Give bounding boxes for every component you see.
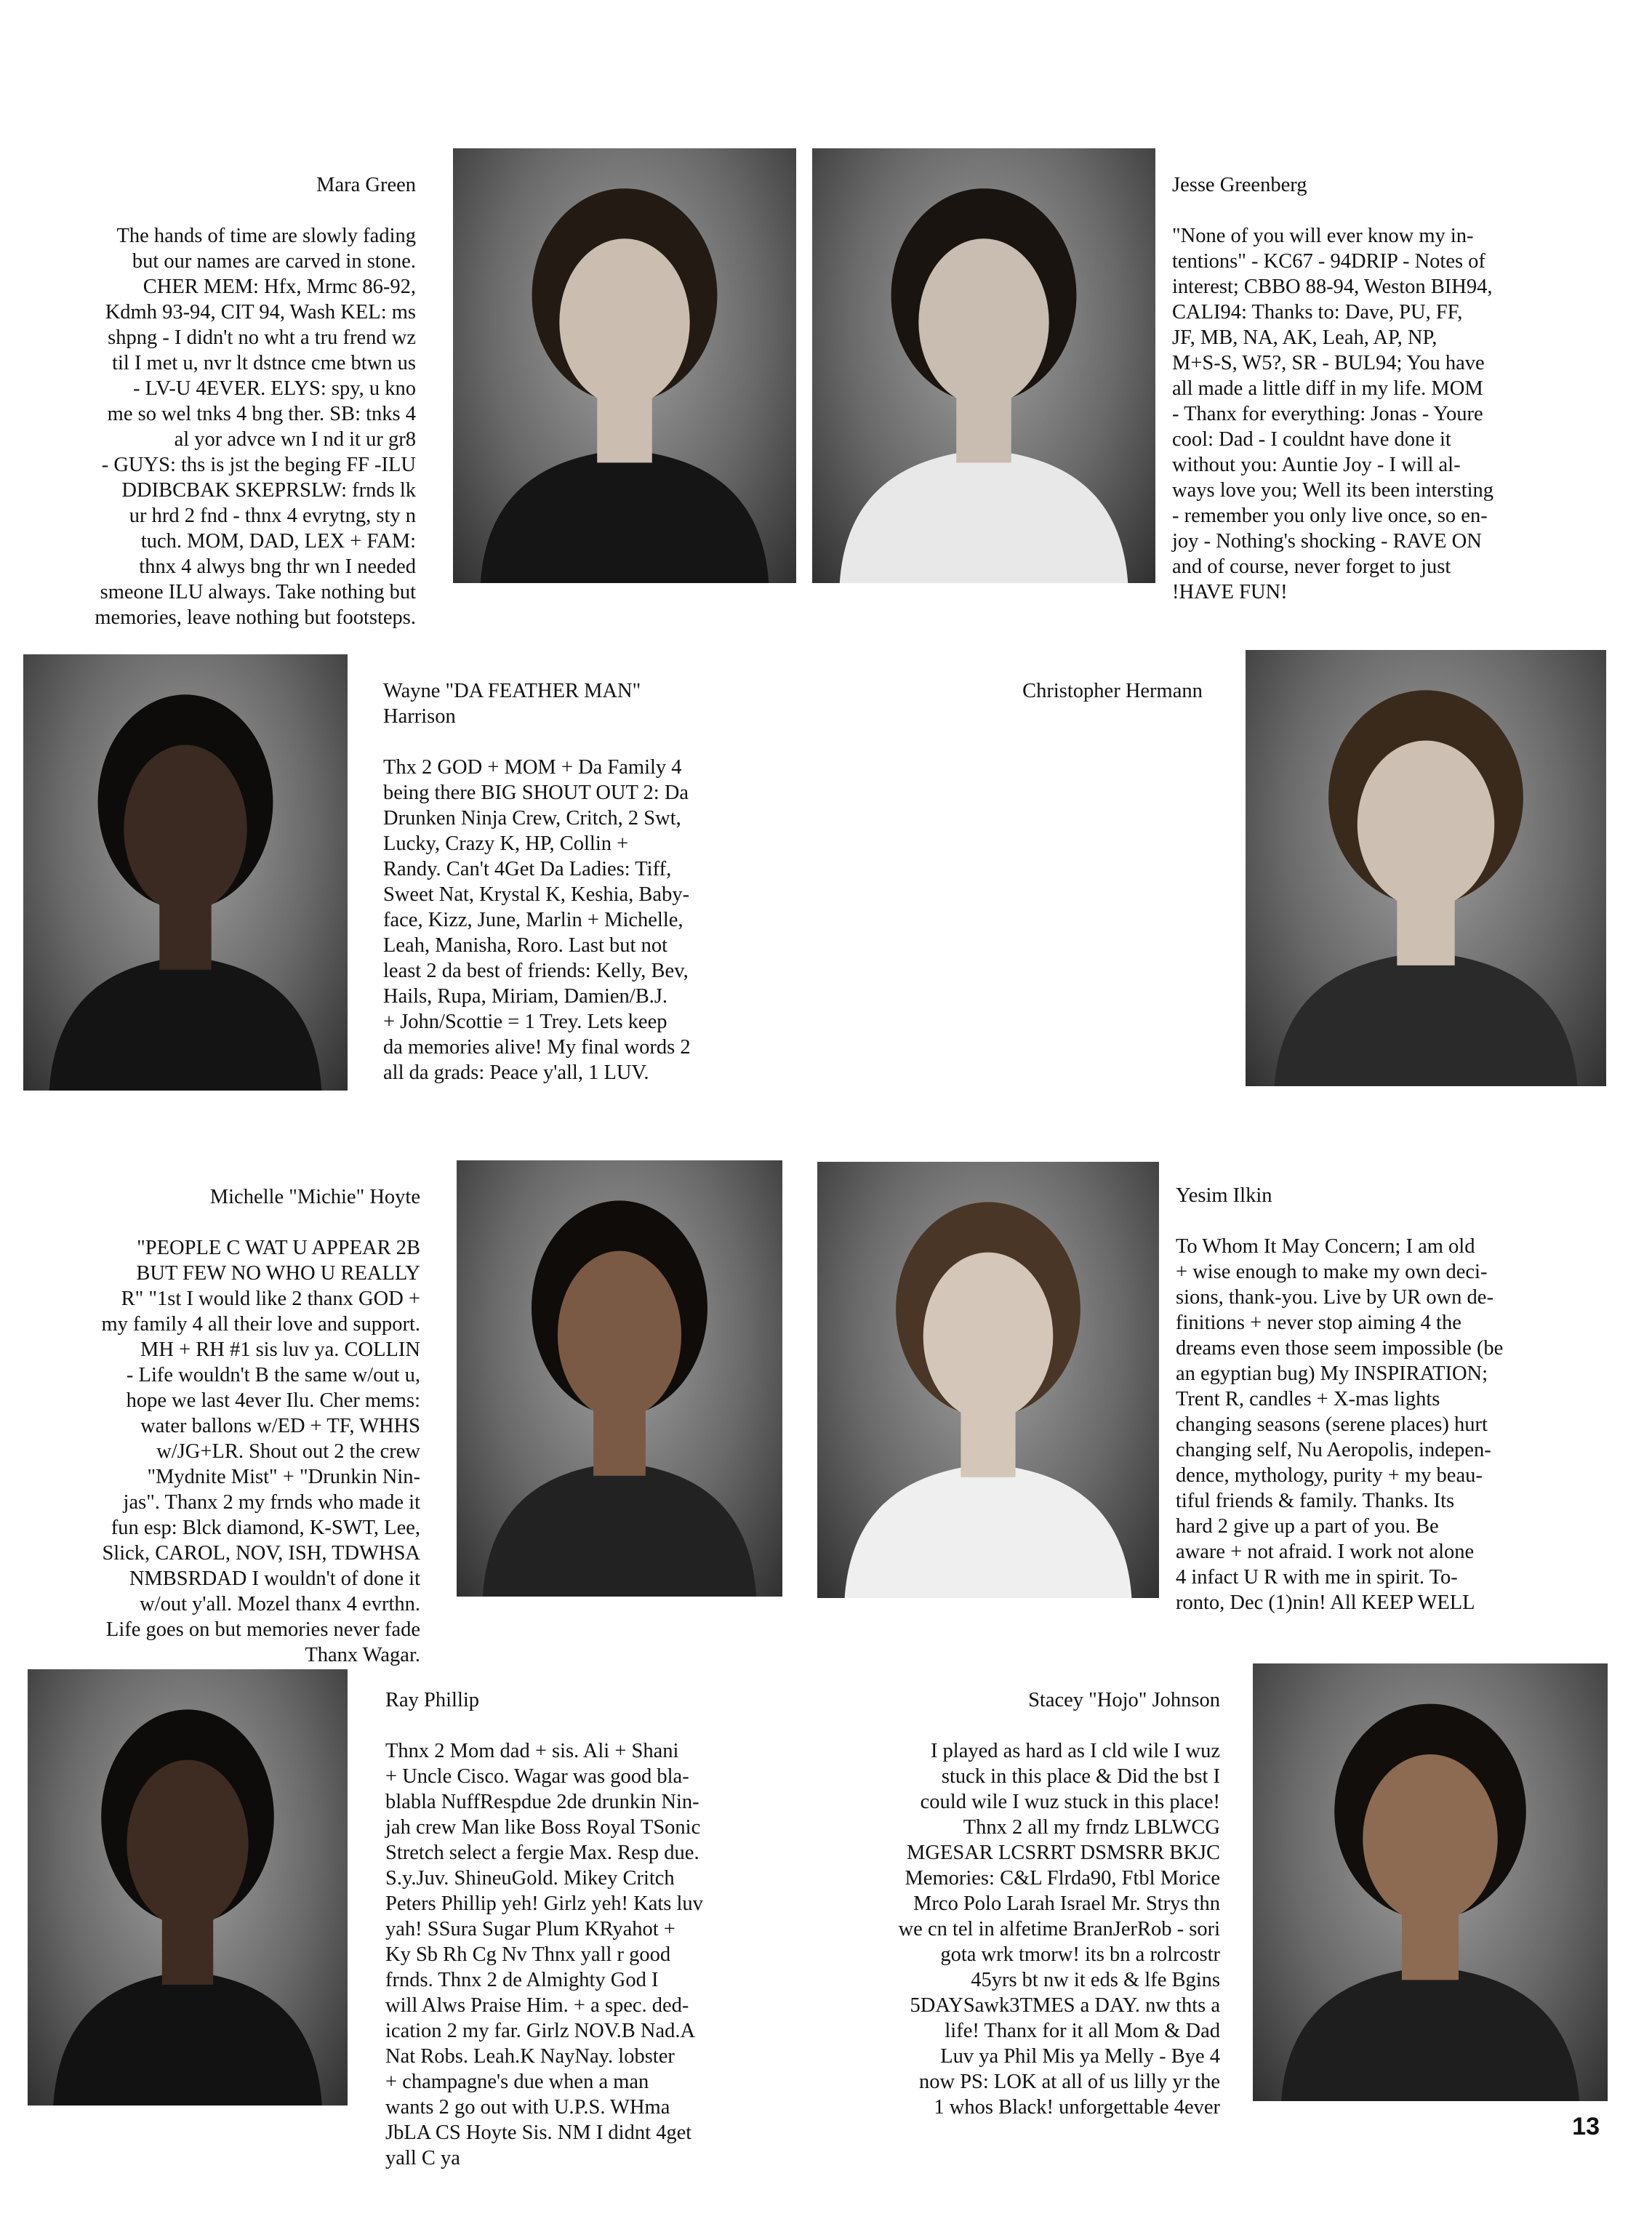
- portrait-photo-michelle-hoyte: [457, 1160, 782, 1597]
- portrait-photo-christopher-hermann: [1246, 650, 1606, 1086]
- face-shape: [124, 745, 246, 913]
- face-shape: [923, 1253, 1054, 1421]
- student-name: Stacey "Hojo" Johnson: [1028, 1689, 1220, 1711]
- student-name: Michelle "Michie" Hoyte: [209, 1186, 420, 1208]
- portrait-photo-jesse-greenberg: [812, 148, 1155, 583]
- portrait-photo: [817, 1162, 1159, 1598]
- shoulders-shape: [845, 1464, 1132, 1598]
- student-entry-jesse-greenberg: [1172, 147, 1652, 605]
- portrait-photo-ray-phillip: [28, 1669, 348, 2105]
- student-quote: "PEOPLE C WAT U APPEAR 2B BUT FEW NO WHO U REALLY R" "1st I would like 2 thanx GOD + my family 4 all their love and support. MH + RH #1 sis luv ya. COLLIN - Life wouldn't B the same w/out u, hope we last 4ever Ilu. Cher mems: water ballons w/ED + TF, WHHS w/JG+LR. Shout out 2 the crew "Mydnite Mist" + "Drunkin Nin- jas". Thanx 2 my frnds who made it fun esp: Blck diamond, K-SWT, Lee, Slick, CAROL, NOV, ISH, TDWHSA NMBSRDAD I wouldn't of done it w/out y'all. Mozel thanx 4 evrthn. Life goes on but memories never fade Thanx Wagar.: [101, 1237, 420, 1666]
- portrait-photo: [23, 654, 348, 1091]
- shoulders-shape: [1275, 952, 1578, 1086]
- student-entry-wayne-harrison: [383, 653, 819, 1085]
- student-name: Jesse Greenberg: [1172, 174, 1307, 196]
- student-entry-ray-phillip: [385, 1662, 807, 2171]
- portrait-photo-wayne-harrison: [23, 654, 348, 1091]
- portrait-photo-stacey-johnson: [1253, 1663, 1608, 2101]
- student-name: Ray Phillip: [385, 1689, 480, 1711]
- face-shape: [1358, 741, 1494, 909]
- portrait-photo: [453, 148, 796, 583]
- student-name: Yesim Ilkin: [1176, 1184, 1272, 1207]
- portrait-photo: [812, 148, 1155, 583]
- student-name: Christopher Hermann: [1022, 680, 1203, 702]
- portrait-photo: [1253, 1663, 1608, 2101]
- page-number: 13: [1572, 2113, 1600, 2140]
- shoulders-shape: [481, 449, 769, 583]
- student-entry-yesim-ilkin: [1176, 1157, 1641, 1615]
- shoulders-shape: [483, 1462, 756, 1597]
- face-shape: [559, 238, 689, 406]
- face-shape: [558, 1251, 681, 1419]
- student-quote: I played as hard as I cld wile I wuz stuck in this place & Did the bst I could wile I wuz stuck in this place! Thnx 2 all my frndz LBLWCG MGESAR LCSRRT DSMSRR BKJC Memories: C&L Flrda90, Ftbl Morice Mrco Polo Larah Israel Mr. Strys thn we cn tel in alfetime BranJerRob - sori gota wrk tmorw! its bn a rolrcostr 45yrs bt nw it eds & lfe Bgins 5DAYSawk3TMES a DAY. nw thts a life! Thanx for it all Mom & Dad Luv ya Phil Mis ya Melly - Bye 4 now PS: LOK at all of us lilly yr the 1 whos Black! unforgettable 4ever: [898, 1740, 1220, 2119]
- student-quote: The hands of time are slowly fading but our names are carved in stone. CHER MEM: Hfx, Mrmc 86-92, Kdmh 93-94, CIT 94, Wash KEL: ms shpng - I didn't no wht a tru frend wz til I met u, nvr lt dstnce cme btwn us - LV-U 4EVER. ELYS: spy, u kno me so wel tnks 4 bng ther. SB: tnks 4 al yor advce wn I nd it ur gr8 - GUYS: ths is jst the beging FF -ILU DDIBCBAK SKEPRSLW: frnds lk ur hrd 2 fnd - thnx 4 evrytng, sty n tuch. MOM, DAD, LEX + FAM: thnx 4 alwys bng thr wn I needed smeone ILU always. Take nothing but memories, leave nothing but footsteps.: [95, 225, 416, 629]
- shoulders-shape: [840, 449, 1128, 583]
- student-name: Mara Green: [316, 174, 416, 196]
- portrait-photo-yesim-ilkin: [817, 1162, 1159, 1598]
- face-shape: [127, 1760, 248, 1928]
- student-quote: "None of you will ever know my in- tentions" - KC67 - 94DRIP - Notes of interest; CBBO 88-94, Weston BIH94, CALI94: Thanks to: Dave, PU, FF, JF, MB, NA, AK, Leah, AP, NP, M+S-S, W5?, SR - BUL94; You have all made a little diff in my life. MOM - Thanx for everything: Jonas - Youre cool: Dad - I couldnt have done it without you: Auntie Joy - I will al- ways love you; Well its been intersting - remember you only live once, so en- joy - Nothing's shocking - RAVE ON and of course, never forget to just !HAVE FUN!: [1172, 225, 1494, 603]
- portrait-photo: [28, 1669, 348, 2105]
- student-entry-stacey-johnson: [814, 1662, 1220, 2120]
- student-entry-michelle-hoyte: [7, 1159, 420, 1668]
- student-entry-mara-green: [29, 147, 416, 630]
- shoulders-shape: [53, 1971, 322, 2105]
- student-entry-christopher-hermann: [967, 653, 1258, 729]
- face-shape: [918, 238, 1048, 406]
- student-name: Wayne "DA FEATHER MAN" Harrison: [383, 680, 641, 728]
- face-shape: [1363, 1754, 1497, 1923]
- shoulders-shape: [49, 956, 322, 1091]
- student-quote: Thnx 2 Mom dad + sis. Ali + Shani + Uncle Cisco. Wagar was good bla- blabla NuffRespdue 2de drunkin Nin- jah crew Man like Boss Royal TSonic Stretch select a fergie Max. Resp due. S.y.Juv. ShineuGold. Mikey Critch Peters Phillip yeh! Girlz yeh! Kats luv yah! SSura Sugar Plum KRyahot + Ky Sb Rh Cg Nv Thnx yall r good frnds. Thnx 2 de Almighty God I will Alws Praise Him. + a spec. ded- ication 2 my far. Girlz NOV.B Nad.A Nat Robs. Leah.K NayNay. lobster + champagne's due when a man wants 2 go out with U.P.S. WHma JbLA CS Hoyte Sis. NM I didnt 4get yall C ya: [385, 1740, 703, 2169]
- portrait-photo: [1246, 650, 1606, 1086]
- student-quote: Thx 2 GOD + MOM + Da Family 4 being there BIG SHOUT OUT 2: Da Drunken Ninja Crew, Critch, 2 Swt, Lucky, Crazy K, HP, Collin + Randy. Can't 4Get Da Ladies: Tiff, Sweet Nat, Krystal K, Keshia, Baby- face, Kizz, June, Marlin + Michelle, Leah, Manisha, Roro. Last but not least 2 da best of friends: Kelly, Bev, Hails, Rupa, Miriam, Damien/B.J. + John/Scottie = 1 Trey. Lets keep da memories alive! My final words 2 all da grads: Peace y'all, 1 LUV.: [383, 756, 691, 1084]
- portrait-photo-mara-green: [453, 148, 796, 583]
- student-quote: To Whom It May Concern; I am old + wise enough to make my own deci- sions, thank-you. Live by UR own de- finitions + never stop aiming 4 the dreams even those seem impossible (be an egyptian bug) My INSPIRATION; Trent R, candles + X-mas lights changing seasons (serene places) hurt changing self, Nu Aeropolis, indepen- dence, mythology, purity + my beau- tiful friends & family. Thanks. Its hard 2 give up a part of you. Be aware + not afraid. I work not alone 4 infact U R with me in spirit. To- ronto, Dec (1)nin! All KEEP WELL: [1176, 1235, 1504, 1614]
- portrait-photo: [457, 1160, 782, 1597]
- shoulders-shape: [1281, 1967, 1579, 2101]
